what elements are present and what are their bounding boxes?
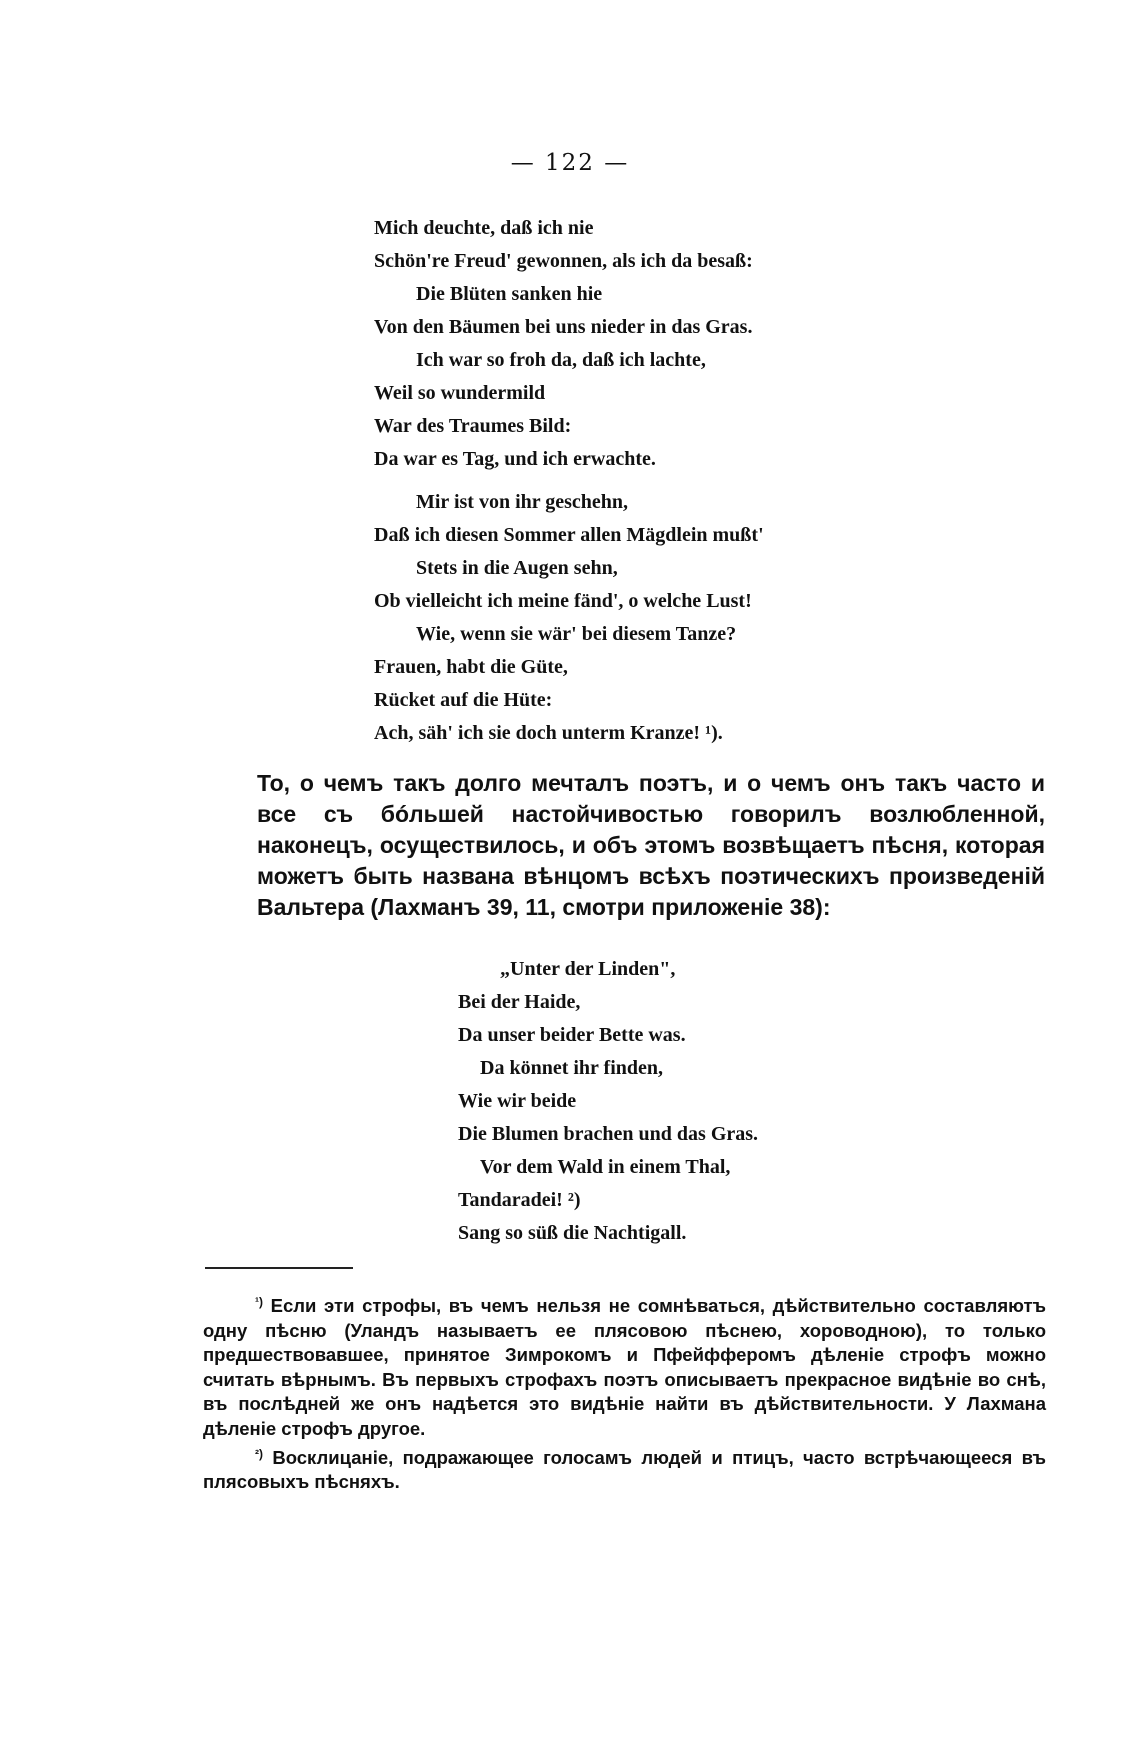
footnote-2: [203, 1442, 1046, 1495]
verse-stanza-2: [374, 486, 764, 750]
verse-line: Mich deuchte, daß ich nie: [374, 217, 594, 239]
footnote-divider: [205, 1267, 353, 1269]
verse-line: Da könnet ihr finden,: [480, 1057, 664, 1079]
footnote-marker: ¹): [255, 1295, 263, 1309]
verse-line: Rücket auf die Hüte:: [374, 689, 553, 711]
verse-line: Bei der Haide,: [458, 991, 581, 1013]
footnote-text: Восклицанiе, подражающее голосамъ людей и птицъ, часто встрѣчающееся въ плясовыхъ пѣсняхъ.: [203, 1446, 1046, 1493]
verse-stanza-3: [458, 953, 758, 1250]
verse-line: Schön're Freud' gewonnen, als ich da besaß:: [374, 250, 753, 272]
verse-line: „Unter der Linden",: [500, 958, 676, 980]
verse-line: Daß ich diesen Sommer allen Mägdlein mußt': [374, 524, 764, 546]
verse-line: Weil so wundermild: [374, 382, 546, 404]
verse-line: Tandaradei! ²): [458, 1189, 581, 1211]
verse-line: Da war es Tag, und ich erwachte.: [374, 448, 656, 470]
body-paragraph: То, о чемъ такъ долго мечталъ поэтъ, и о чемъ онъ такъ часто и все съ бóльшей настойчивостью говорилъ возлюбленной, наконецъ, осуществилось, и объ этомъ возвѣщаетъ пѣсня, которая можетъ быть названа вѣнцомъ всѣхъ поэтическихъ произведенiй Вальтера (Лахманъ 39, 11, смотри приложенiе 38):: [257, 770, 1045, 920]
verse-line: Ob vielleicht ich meine fänd', o welche Lust!: [374, 590, 752, 612]
footnotes: [203, 1290, 1046, 1495]
verse-line: Sang so süß die Nachtigall.: [458, 1222, 687, 1244]
verse-line: Stets in die Augen sehn,: [416, 557, 618, 579]
verse-line: War des Traumes Bild:: [374, 415, 572, 437]
verse-line: Ach, säh' ich sie doch unterm Kranze! ¹).: [374, 722, 723, 744]
verse-line: Ich war so froh da, daß ich lachte,: [416, 349, 706, 371]
verse-line: Die Blüten sanken hie: [416, 283, 603, 305]
verse-line: Wie, wenn sie wär' bei diesem Tanze?: [416, 623, 737, 645]
footnote-text: Если эти строфы, въ чемъ нельзя не сомнѣваться, дѣйствительно составляютъ одну пѣсню (Уландъ называетъ ее плясовою пѣснею, хороводною), то только предшествовавшее, принятое Зимрокомъ и Пфейфферомъ дѣленiе строфъ можно считать вѣрнымъ. Въ первыхъ строфахъ поэтъ описываетъ прекрасное видѣнiе во снѣ, въ послѣдней же онъ надѣется это видѣнiе найти въ дѣйствительности. У Лахмана дѣленiе строфъ другое.: [203, 1295, 1046, 1439]
verse-line: Wie wir beide: [458, 1090, 577, 1112]
footnote-1: [203, 1290, 1046, 1442]
verse-line: Die Blumen brachen und das Gras.: [458, 1123, 759, 1145]
verse-line: Vor dem Wald in einem Thal,: [480, 1156, 731, 1178]
verse-line: Frauen, habt die Güte,: [374, 656, 568, 678]
verse-line: Von den Bäumen bei uns nieder in das Gras.: [374, 316, 753, 338]
verse-stanza-1: [374, 212, 753, 476]
footnote-marker: ²): [255, 1446, 263, 1461]
verse-line: Mir ist von ihr geschehn,: [416, 491, 629, 513]
verse-line: Da unser beider Bette was.: [458, 1024, 686, 1046]
page-number: — 122 —: [510, 150, 630, 176]
